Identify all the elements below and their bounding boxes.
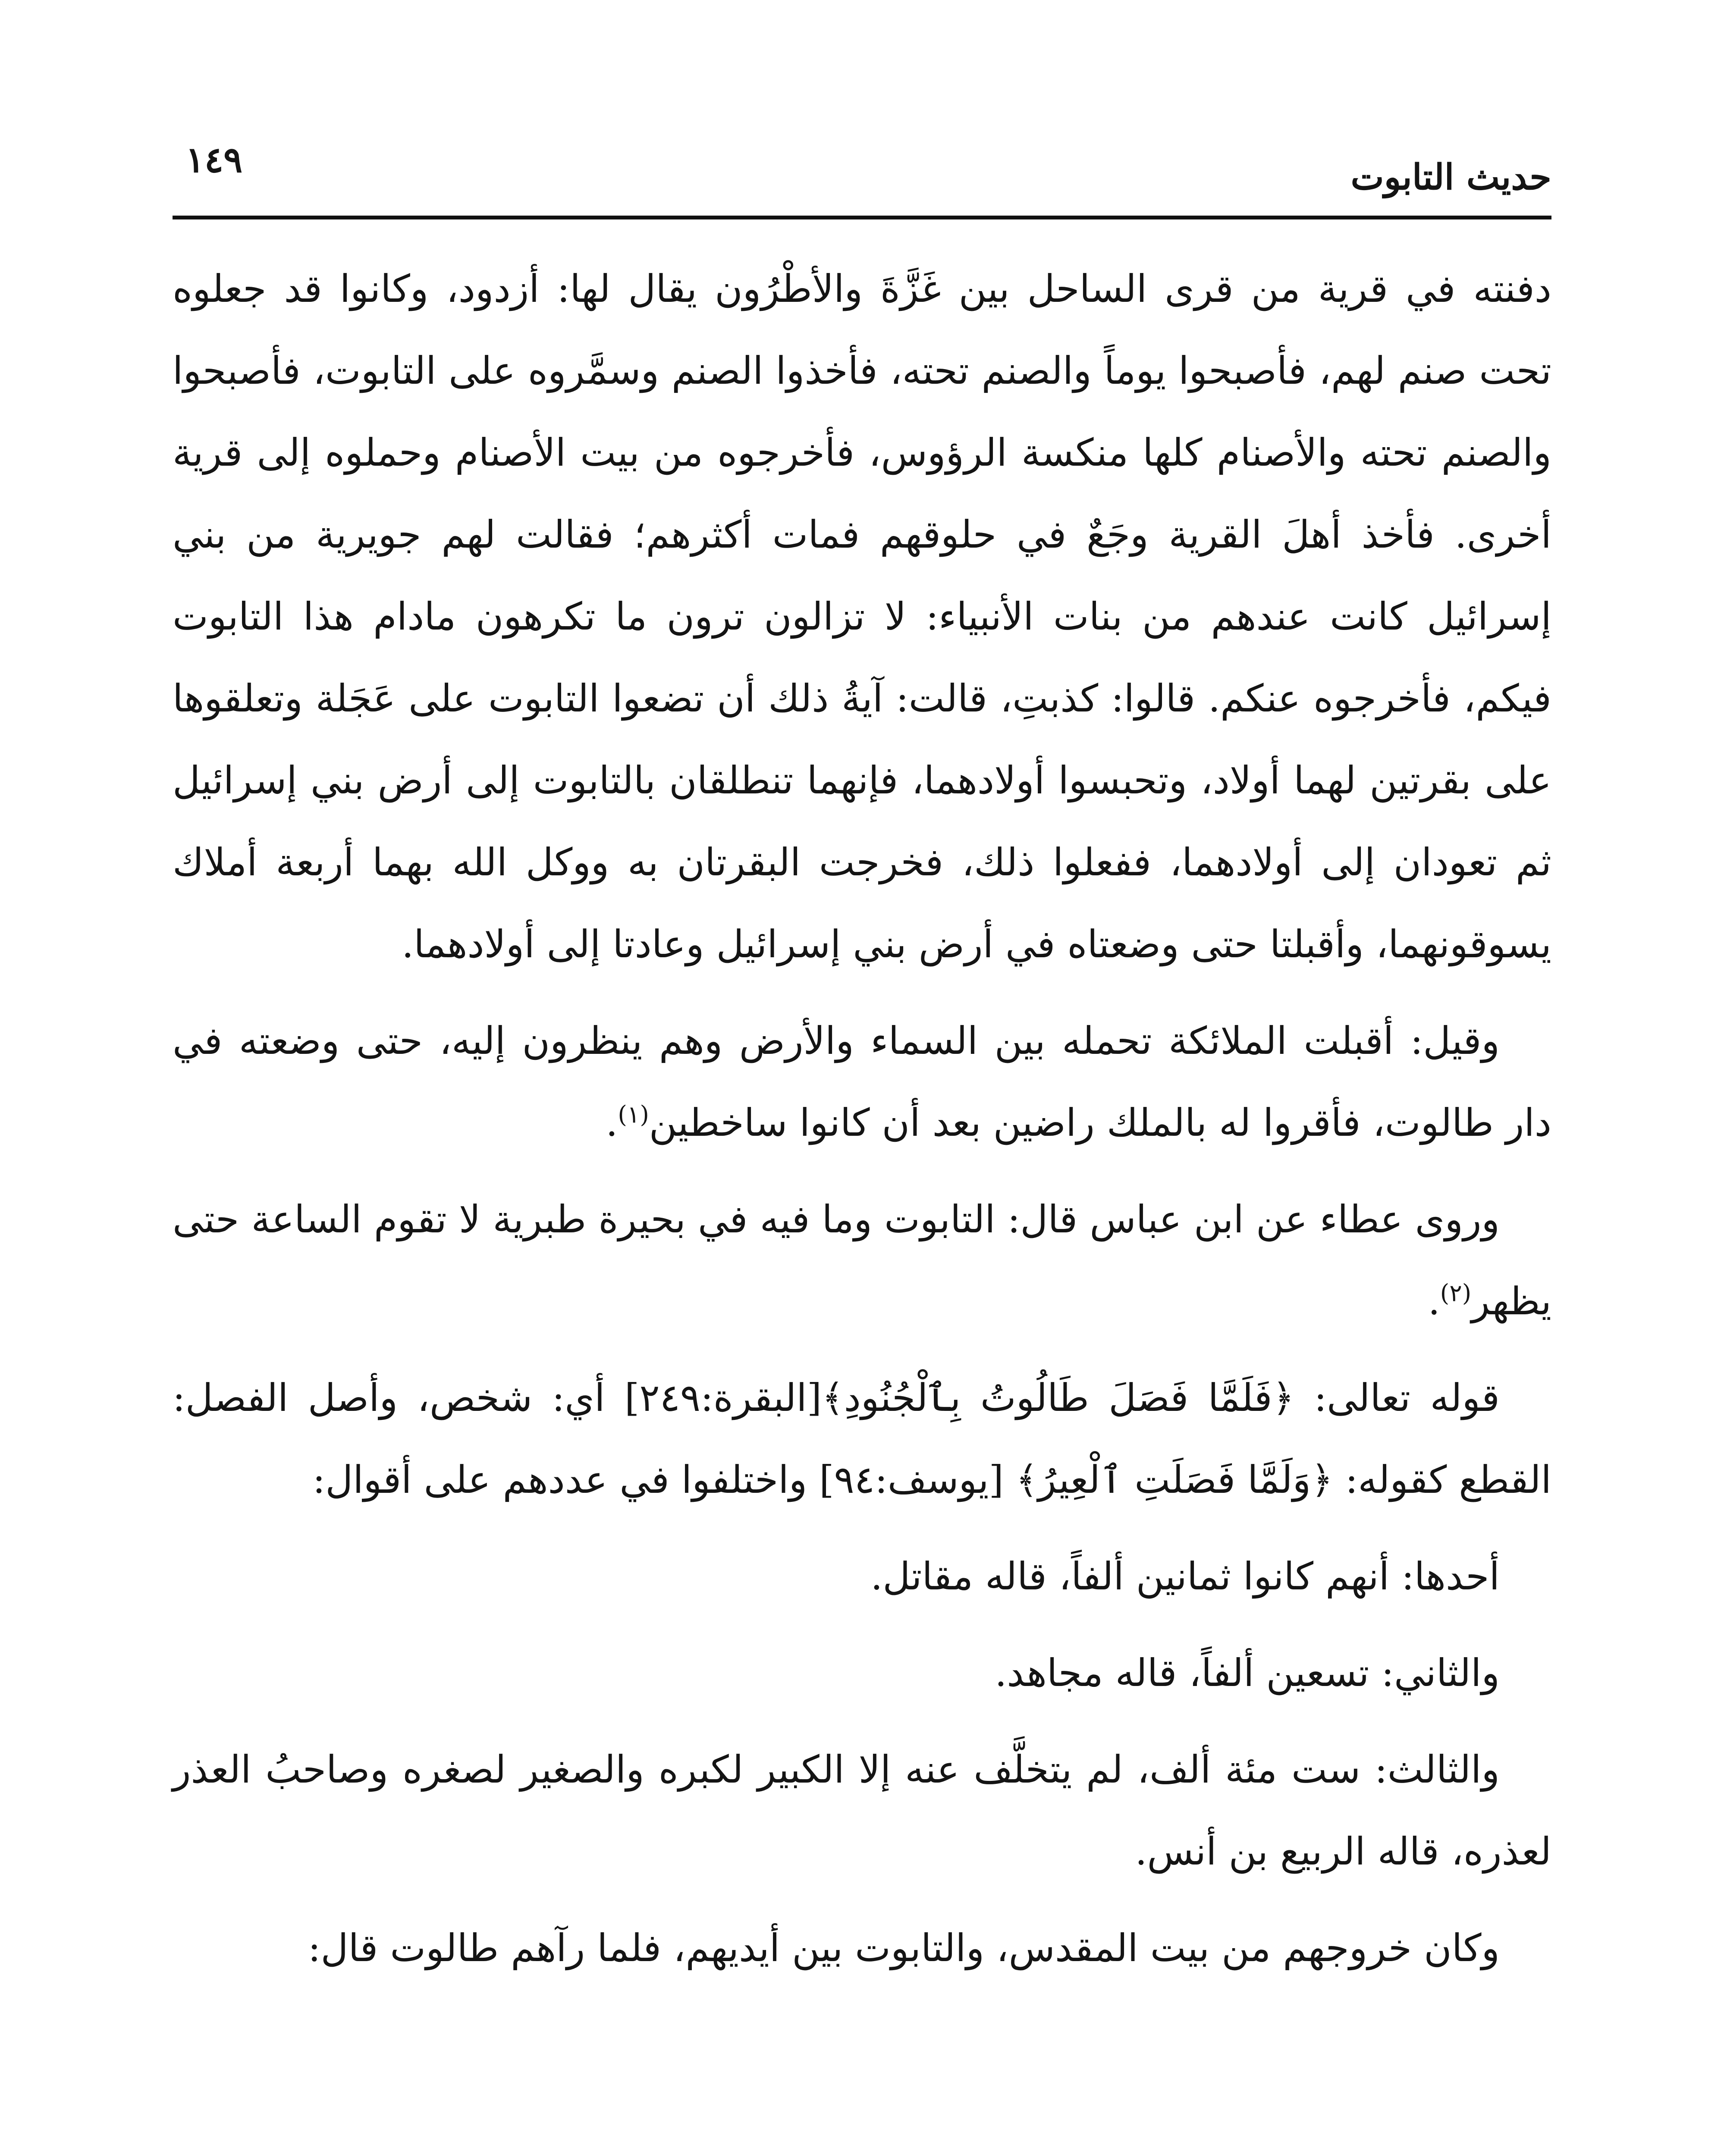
paragraph-1: دفنته في قرية من قرى الساحل بين غَزَّةَ والأطْرُون يقال لها: أزدود، وكانوا قد جعلوه تحت صنم لهم، فأصبحوا يوماً والصنم تحته، فأخذوا الصنم وسمَّروه على التابوت، فأصبحوا والصنم تحته والأصنام كلها منكسة الرؤوس، فأخرجوه من بيت الأصنام وحملوه إلى قرية أخرى. فأخذ أهلَ القرية وجَعٌ في حلوقهم فمات أكثرهم؛ فقالت لهم جويرية من بني إسرائيل كانت عندهم من بنات الأنبياء: لا تزالون ترون ما تكرهون مادام هذا التابوت فيكم، فأخرجوه عنكم. قالوا: كذبتِ، قالت: آيةُ ذلك أن تضعوا التابوت على عَجَلة وتعلقوها على بقرتين لهما أولاد، وتحبسوا أولادهما، فإنهما تنطلقان بالتابوت إلى أرض بني إسرائيل ثم تعودان إلى أولادهما، ففعلوا ذلك، فخرجت البقرتان به ووكل الله بهما أربعة أملاك يسوقونهما، وأقبلتا حتى وضعتاه في أرض بني إسرائيل وعادتا إلى أولادهما. <box>173 266 1551 966</box>
paragraph-8: وكان خروجهم من بيت المقدس، والتابوت بين أيديهم، فلما رآهم طالوت قال: <box>308 1926 1500 1970</box>
paragraph-7: والثالث: ست مئة ألف، لم يتخلَّف عنه إلا الكبير لكبره والصغير لصغره وصاحبُ العذر لعذره، قاله الربيع بن أنس. <box>173 1747 1551 1874</box>
paragraph-3-text: وروى عطاء عن ابن عباس قال: التابوت وما فيه في بحيرة طبرية لا تقوم الساعة حتى يظهر <box>173 1197 1551 1323</box>
page-header <box>173 129 1551 220</box>
paragraph-5: أحدها: أنهم كانوا ثمانين ألفاً، قاله مقاتل. <box>870 1554 1500 1598</box>
paragraph-6: والثاني: تسعين ألفاً، قاله مجاهد. <box>995 1651 1500 1695</box>
footnote-ref-1: (١) <box>618 1100 649 1128</box>
paragraph-2-text: وقيل: أقبلت الملائكة تحمله بين السماء والأرض وهم ينظرون إليه، حتى وضعته في دار طالوت، فأقروا له بالملك راضين بعد أن كانوا ساخطين <box>173 1018 1551 1145</box>
header-divider <box>173 216 1551 219</box>
footnote-ref-2: (٢) <box>1440 1279 1472 1307</box>
page-number: ١٤٩ <box>185 139 243 181</box>
main-text <box>173 248 1551 1989</box>
paragraph-2-end: . <box>606 1100 618 1145</box>
paragraph-2 <box>173 1000 1551 1164</box>
paragraph-3 <box>173 1178 1551 1342</box>
paragraph-3-end: . <box>1428 1279 1440 1323</box>
running-title: حديث التابوت <box>1350 157 1551 198</box>
paragraph-4: قوله تعالى: ﴿فَلَمَّا فَصَلَ طَالُوتُ بِٱلْجُنُودِ﴾[البقرة:٢٤٩] أي: شخص، وأصل الفصل: القطع كقوله: ﴿وَلَمَّا فَصَلَتِ ٱلْعِيرُ﴾ [يوسف:٩٤] واختلفوا في عددهم على أقوال: <box>173 1376 1551 1502</box>
